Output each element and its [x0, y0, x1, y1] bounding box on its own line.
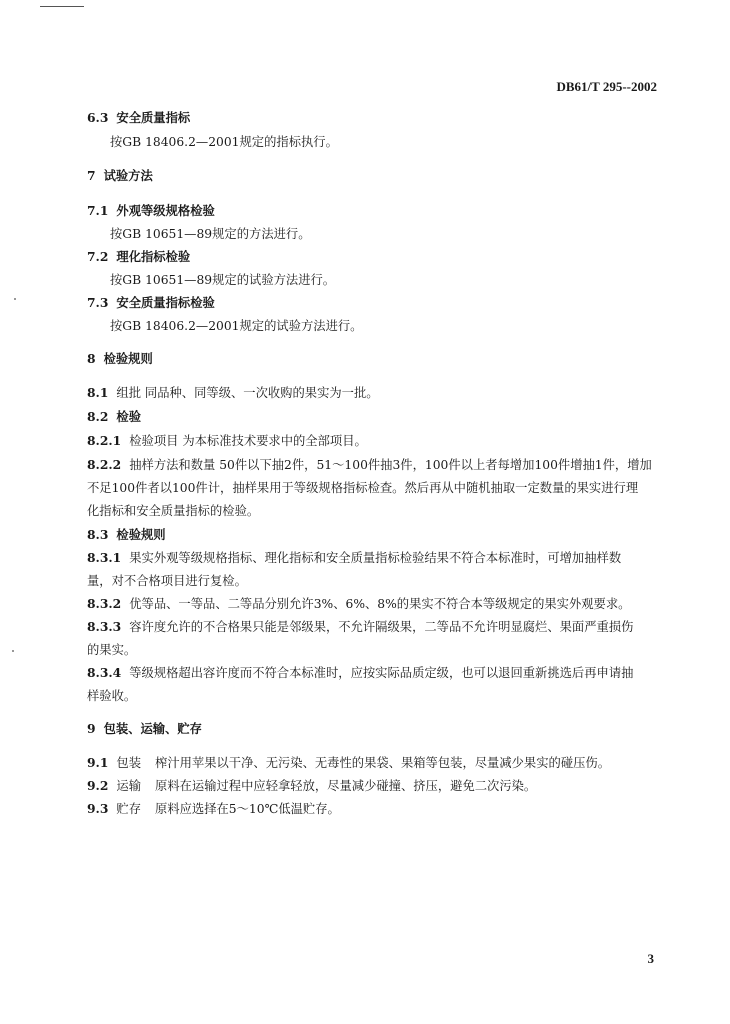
clause-8-3-4	[87, 666, 667, 680]
clause-8-3-3	[87, 620, 667, 634]
page-number: 3	[647, 951, 654, 966]
standard-code: DB61/T 295--2002	[556, 79, 657, 94]
section-title: 试验方法	[103, 168, 153, 183]
clause-text: 组批 同品种、同等级、一次收购的果实为一批。	[116, 386, 379, 400]
paragraph: 按GB 10651—89规定的方法进行。	[110, 227, 311, 241]
section-title: 包装、运输、贮存	[103, 721, 202, 736]
heading-8	[87, 352, 667, 366]
heading-7	[87, 169, 667, 183]
clause-8-2-2	[87, 458, 667, 472]
clause-label: 贮存	[116, 802, 142, 816]
paragraph-continuation: 的果实。	[87, 643, 137, 657]
clause-text: 等级规格超出容许度而不符合本标准时，应按实际品质定级，也可以退回重新挑选后再申请抽	[129, 666, 634, 680]
section-title: 安全质量指标	[116, 110, 191, 125]
section-number: 8.2.1	[87, 433, 122, 448]
section-number: 6.3	[87, 110, 109, 125]
section-number: 8.3	[87, 527, 109, 542]
heading-8-2	[87, 410, 667, 424]
paragraph: 按GB 18406.2—2001规定的试验方法进行。	[110, 319, 363, 333]
section-number: 7	[87, 168, 96, 183]
section-number: 8.1	[87, 385, 109, 400]
section-number: 7.2	[87, 249, 109, 264]
paragraph: 按GB 18406.2—2001规定的指标执行。	[110, 135, 338, 149]
heading-6-3	[87, 111, 667, 125]
paragraph: 按GB 10651—89规定的试验方法进行。	[110, 273, 336, 287]
section-title: 理化指标检验	[116, 249, 191, 264]
clause-text: 原料应选择在5～10℃低温贮存。	[155, 802, 340, 816]
heading-7-2	[87, 250, 667, 264]
clause-text: 抽样方法和数量 50件以下抽2件，51～100件抽3件，100件以上者每增加100件增抽1件，增加	[129, 458, 652, 472]
clause-label: 包装	[116, 756, 142, 770]
clause-8-3-2	[87, 597, 667, 611]
section-title: 安全质量指标检验	[116, 295, 215, 310]
clause-8-3-1	[87, 551, 667, 565]
section-number: 8.3.1	[87, 550, 122, 565]
top-rule	[40, 6, 84, 7]
section-number: 8.2	[87, 409, 109, 424]
section-number: 7.1	[87, 203, 109, 218]
section-title: 外观等级规格检验	[116, 203, 215, 218]
section-number: 9.1	[87, 755, 109, 770]
heading-8-3	[87, 528, 667, 542]
clause-9-1	[87, 756, 667, 770]
clause-9-2	[87, 779, 667, 793]
section-title: 检验	[116, 409, 142, 424]
clause-text: 榨汁用苹果以干净、无污染、无毒性的果袋、果箱等包装，尽量减少果实的碰压伤。	[155, 756, 611, 770]
clause-8-2-1	[87, 434, 667, 448]
section-number: 8	[87, 351, 96, 366]
heading-7-3	[87, 296, 667, 310]
clause-text: 检验项目 为本标准技术要求中的全部项目。	[129, 434, 367, 448]
section-number: 8.2.2	[87, 457, 122, 472]
section-number: 9.2	[87, 778, 109, 793]
scan-speck	[12, 650, 14, 652]
paragraph-continuation: 样验收。	[87, 689, 137, 703]
section-title: 检验规则	[116, 527, 166, 542]
section-number: 7.3	[87, 295, 109, 310]
paragraph-continuation: 不足100件者以100件计，抽样果用于等级规格指标检查。然后再从中随机抽取一定数量的果实进行理	[87, 481, 639, 495]
section-number: 9.3	[87, 801, 109, 816]
clause-text: 原料在运输过程中应轻拿轻放，尽量减少碰撞、挤压，避免二次污染。	[155, 779, 537, 793]
paragraph-continuation: 化指标和安全质量指标的检验。	[87, 504, 260, 518]
clause-text: 果实外观等级规格指标、理化指标和安全质量指标检验结果不符合本标准时，可增加抽样数	[129, 551, 622, 565]
section-number: 8.3.2	[87, 596, 122, 611]
section-number: 8.3.4	[87, 665, 122, 680]
heading-7-1	[87, 204, 667, 218]
section-number: 9	[87, 721, 96, 736]
clause-text: 容许度允许的不合格果只能是邻级果，不允许隔级果，二等品不允许明显腐烂、果面严重损伤	[129, 620, 634, 634]
clause-text: 优等品、一等品、二等品分别允许3%、6%、8%的果实不符合本等级规定的果实外观要求。	[129, 597, 631, 611]
heading-9	[87, 722, 667, 736]
paragraph-continuation: 量，对不合格项目进行复检。	[87, 574, 247, 588]
clause-9-3	[87, 802, 667, 816]
scan-speck	[14, 298, 16, 300]
clause-8-1	[87, 386, 667, 400]
section-title: 检验规则	[103, 351, 153, 366]
clause-label: 运输	[116, 779, 142, 793]
section-number: 8.3.3	[87, 619, 122, 634]
